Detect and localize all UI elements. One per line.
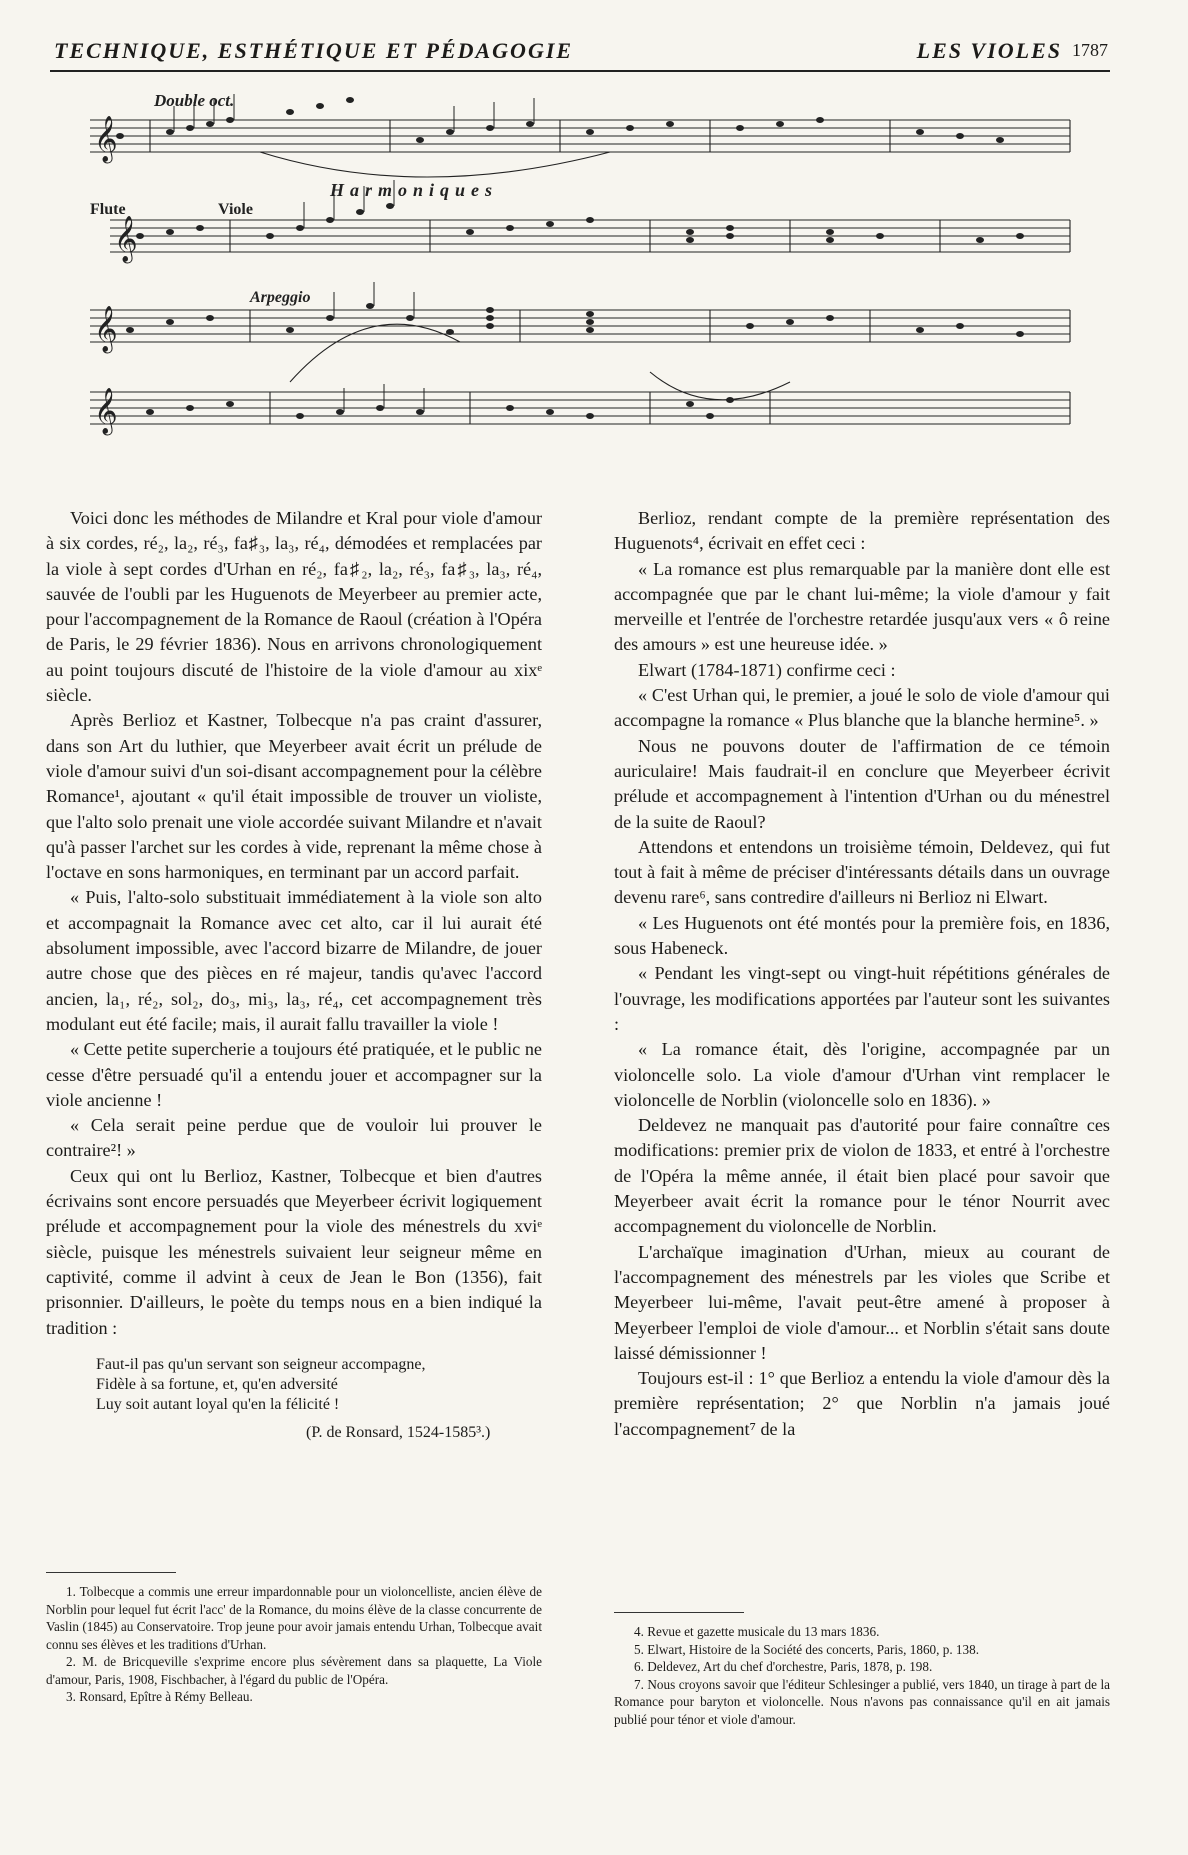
paragraph: Nous ne pouvons douter de l'affirmation de ce témoin auriculaire! Mais faudrait-il en conclure que Meyerbeer écrivit prélude et accompagnement à l'intention d'Urhan ou du ménestrel de la suite de Raoul? bbox=[614, 735, 1110, 832]
footnote: 5. Elwart, Histoire de la Société des concerts, Paris, 1860, p. 138. bbox=[634, 1641, 979, 1657]
paragraph: « Cette petite supercherie a toujours été pratiquée, et le public ne cesse d'être persuadé qu'il a entendu jouer et accompagner sur la viole ancienne ! bbox=[46, 1039, 542, 1110]
stems bbox=[174, 94, 534, 412]
footnote: 6. Deldevez, Art du chef d'orchestre, Paris, 1878, p. 198. bbox=[634, 1659, 933, 1674]
footnote: 7. Nous croyons savoir que l'éditeur Schlesinger a publié, vers 1840, un tirage à part de la Romance pour baryton et violoncelle. Nous n'avons pas connaissance qu'il en ait jamais publié pour ténor et viole d'amour. bbox=[614, 1676, 1110, 1727]
paragraph: Voici donc les méthodes de Milandre et Kral pour viole d'amour à six cordes, ré₂, la₂, ré₃, fa♯₃, la₃, ré₄, démodées et remplacées par la viole à sept cordes d'Urhan en ré₂, fa♯₂, la₂, ré₃, fa♯₃, la₃, ré₄, sauvée de l'oubli par les Huguenots de Meyerbeer au premier acte, pour l'accompagnement de la Romance de Raoul (création à l'Opéra de Paris, le 29 février 1836). Nous en arrivons chronologiquement au point toujours discuté de l'histoire de la viole d'amour au xixᵉ siècle. bbox=[46, 508, 542, 706]
footnote: 1. Tolbecque a commis une erreur impardonnable pour un violoncelliste, ancien élève de Norblin pour lequel fut écrit l'acc' de la Romance, du moins élève de la classe concurrente de Vaslin (1845) au Conservatoire. Trop jeune pour avoir jamais entendu Urhan, Tolbecque avait connu ses élèves et les traditions d'Urhan. bbox=[46, 1584, 542, 1652]
header-title-right: LES VIOLES bbox=[916, 38, 1062, 63]
verse-line: Fidèle à sa fortune, et, qu'en adversité bbox=[96, 1375, 338, 1393]
treble-clef-4: 𝄞 bbox=[94, 388, 118, 434]
verse-attribution: (P. de Ronsard, 1524-1585³.) bbox=[306, 1423, 491, 1441]
verse-line: Faut-il pas qu'un servant son seigneur accompagne, bbox=[96, 1355, 426, 1373]
treble-clef-1: 𝄞 bbox=[94, 116, 118, 162]
header-rule bbox=[50, 70, 1110, 72]
left-column bbox=[46, 506, 542, 1443]
header-title-left: TECHNIQUE, ESTHÉTIQUE ET PÉDAGOGIE bbox=[54, 38, 574, 63]
label-double-oct: Double oct. bbox=[154, 92, 235, 110]
right-column bbox=[614, 506, 1110, 1442]
footnote: 4. Revue et gazette musicale du 13 mars 1836. bbox=[634, 1624, 880, 1639]
paragraph: Ceux qui ont lu Berlioz, Kastner, Tolbecque et bien d'autres écrivains sont encore persuadés que Meyerbeer écrivit logiquement prélude et accompagnement pour la viole des ménestrels du xviᵉ siècle, puisque les ménestrels suivaient leur seigneur même en captivité, comme il advint à ceux de Jean le Bon (1356), fait prisonnier. D'ailleurs, le poète du temps nous en a bien indiqué la tradition : bbox=[46, 1165, 542, 1338]
running-header bbox=[48, 34, 1108, 64]
treble-clef-3: 𝄞 bbox=[94, 306, 118, 352]
verse-line: Luy soit autant loyal qu'en la félicité ! bbox=[96, 1395, 340, 1413]
paragraph: Toujours est-il : 1° que Berlioz a entendu la viole d'amour dès la première représentation; 2° que Norblin n'a jamais joué l'accompagnement⁷ de la bbox=[614, 1368, 1110, 1439]
paragraph: Elwart (1784-1871) confirme ceci : bbox=[638, 659, 896, 680]
label-harmoniques: Harmoniques bbox=[330, 180, 499, 200]
paragraph: « Puis, l'alto-solo substituait immédiatement à la viole son alto et accompagnait la Romance avec cet alto, car il lui aurait été absolument impossible, avec l'accord bizarre de Milandre, de jouer autre chose que des pièces en ré majeur, tandis qu'avec l'accord ancien, la₁, ré₂, sol₂, do₃, mi₃, la₃, ré₄, cet accompagnement très modulant eut été facile; mais, il aurait fallu travailler la viole ! bbox=[46, 887, 542, 1034]
paragraph: Après Berlioz et Kastner, Tolbecque n'a pas craint d'assurer, dans son Art du luthier, que Meyerbeer avait écrit un prélude de viole d'amour suivi d'un soi-disant accompagnement pour la célèbre Romance¹, ajoutant « qu'il était impossible de trouver un violiste, que l'alto solo prenait une viole accordée suivant Milandre et n'avait qu'à passer l'archet sur les cordes à vide, reprenant la même chose à l'octave en sons harmoniques, en terminant par un accord parfait. bbox=[46, 710, 542, 883]
paragraph: « La romance est plus remarquable par la manière dont elle est accompagnée que par le chant lui-même; la viole d'amour y fait merveille et l'entrée de l'orchestre retardée jusqu'aux vers « ô reine des amours » est une heureuse idée. » bbox=[614, 558, 1110, 655]
paragraph: « Pendant les vingt-sept ou vingt-huit répétitions générales de l'ouvrage, les modifications apportées par l'auteur sont les suivantes : bbox=[614, 963, 1110, 1034]
noteheads bbox=[116, 97, 1024, 419]
label-flute: Flute bbox=[90, 201, 126, 218]
staff-4 bbox=[90, 392, 1070, 424]
paragraph: L'archaïque imagination d'Urhan, mieux au courant de l'accompagnement des ménestrels par les violes que Scribe et Meyerbeer lui-même, l'avait peut-être amené à proposer à Meyerbeer l'emploi de viole d'amour... et Norblin s'était sans doute laissé démissionner ! bbox=[614, 1241, 1110, 1363]
music-score bbox=[90, 92, 1090, 462]
label-viole: Viole bbox=[218, 201, 253, 218]
footnote-rule bbox=[614, 1612, 744, 1613]
footnote: 2. M. de Bricqueville s'exprime encore plus sévèrement dans sa plaquette, La Viole d'amour, Paris, 1908, Fischbacher, à l'égard du public de l'Opéra. bbox=[46, 1654, 542, 1687]
paragraph: « Les Huguenots ont été montés pour la première fois, en 1836, sous Habeneck. bbox=[614, 912, 1110, 959]
paragraph: « Cela serait peine perdue que de vouloir lui prouver le contraire²! » bbox=[46, 1115, 542, 1161]
staff-1 bbox=[90, 120, 1070, 152]
footnotes-left bbox=[46, 1572, 542, 1706]
footnote-rule bbox=[46, 1572, 176, 1573]
ronsard-verse bbox=[96, 1355, 542, 1443]
paragraph: « La romance était, dès l'origine, accompagnée par un violoncelle solo. La viole d'amour d'Urhan vint remplacer le violoncelle de Norblin (violoncelle solo en 1836). » bbox=[614, 1039, 1110, 1110]
page-number: 1787 bbox=[1072, 40, 1108, 60]
treble-clef-2: 𝄞 bbox=[114, 216, 138, 262]
footnote: 3. Ronsard, Epître à Rémy Belleau. bbox=[66, 1689, 253, 1704]
label-arpeggio: Arpeggio bbox=[250, 289, 311, 306]
paragraph: Berlioz, rendant compte de la première représentation des Huguenots⁴, écrivait en effet ceci : bbox=[614, 508, 1110, 554]
footnotes-right bbox=[614, 1612, 1110, 1728]
staff-3 bbox=[90, 310, 1070, 342]
paragraph: « C'est Urhan qui, le premier, a joué le solo de viole d'amour qui accompagne la romance « Plus blanche que la blanche hermine⁵. » bbox=[614, 685, 1110, 731]
paragraph: Attendons et entendons un troisième témoin, Deldevez, qui fut tout à fait à même de préciser d'intéressants détails dans un ouvrage devenu rare⁶, sans contredire d'ailleurs ni Berlioz ni Elwart. bbox=[614, 836, 1110, 908]
staff-2 bbox=[110, 220, 1070, 252]
paragraph: Deldevez ne manquait pas d'autorité pour faire connaître ces modifications: premier prix de violon de 1833, et entré à l'orchestre de l'Opéra la même année, il était bien placé pour savoir que Meyerbeer avait écrit la romance pour le ténor Nourrit avec accompagnement du violoncelle de Norblin. bbox=[614, 1115, 1110, 1237]
